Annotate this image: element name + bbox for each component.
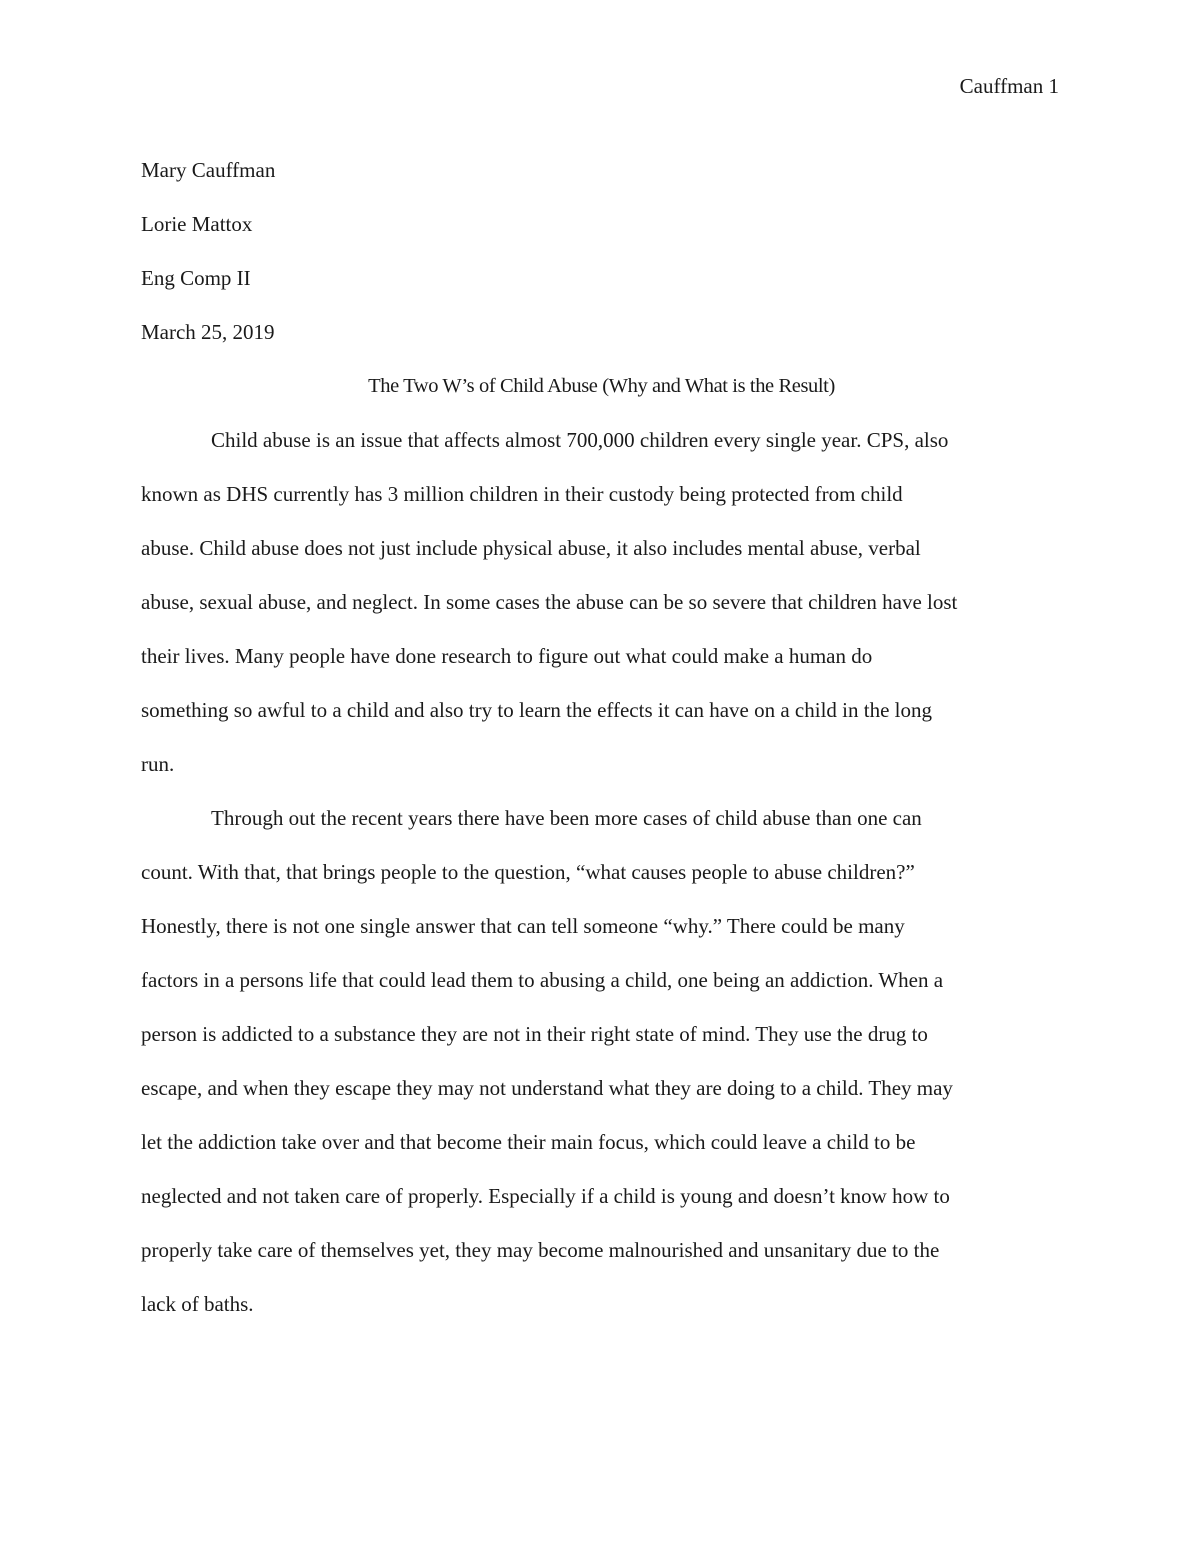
- essay-date: March 25, 2019: [141, 320, 275, 344]
- running-head: Cauffman 1: [959, 74, 1059, 98]
- paragraph-line: Honestly, there is not one single answer that can tell someone “why.” There could be many: [141, 914, 905, 938]
- paragraph-line: escape, and when they escape they may not understand what they are doing to a child. They may: [141, 1076, 953, 1100]
- paragraph-line: lack of baths.: [141, 1292, 254, 1316]
- paragraph-line: neglected and not taken care of properly. Especially if a child is young and doesn’t know how to: [141, 1184, 950, 1208]
- essay-title: The Two W’s of Child Abuse (Why and What is the Result): [368, 375, 835, 397]
- document-body: [141, 143, 1062, 1331]
- paragraph-line: count. With that, that brings people to the question, “what causes people to abuse children?”: [141, 860, 915, 884]
- student-name: Mary Cauffman: [141, 158, 276, 182]
- course-name: Eng Comp II: [141, 266, 251, 290]
- paragraph-line: run.: [141, 752, 175, 776]
- paragraph-line: factors in a persons life that could lead them to abusing a child, one being an addiction. When a: [141, 968, 944, 992]
- paragraph-line: abuse, sexual abuse, and neglect. In some cases the abuse can be so severe that children have lost: [141, 590, 958, 614]
- paragraph-line: properly take care of themselves yet, they may become malnourished and unsanitary due to the: [141, 1238, 940, 1262]
- paragraph-line: abuse. Child abuse does not just include physical abuse, it also includes mental abuse, verbal: [141, 536, 921, 560]
- paragraph-line: known as DHS currently has 3 million children in their custody being protected from child: [141, 482, 903, 506]
- paragraph-2: [141, 791, 1062, 1331]
- paragraph-line: person is addicted to a substance they are not in their right state of mind. They use the drug to: [141, 1022, 928, 1046]
- paragraph-line: Child abuse is an issue that affects almost 700,000 children every single year. CPS, also: [211, 428, 949, 452]
- paragraph-line: let the addiction take over and that become their main focus, which could leave a child to be: [141, 1130, 916, 1154]
- instructor-name: Lorie Mattox: [141, 212, 253, 236]
- paragraph-1: [141, 413, 1062, 791]
- paragraph-line: their lives. Many people have done research to figure out what could make a human do: [141, 644, 873, 668]
- paragraph-line: something so awful to a child and also try to learn the effects it can have on a child in the long: [141, 698, 932, 722]
- paragraph-line: Through out the recent years there have been more cases of child abuse than one can: [211, 806, 922, 830]
